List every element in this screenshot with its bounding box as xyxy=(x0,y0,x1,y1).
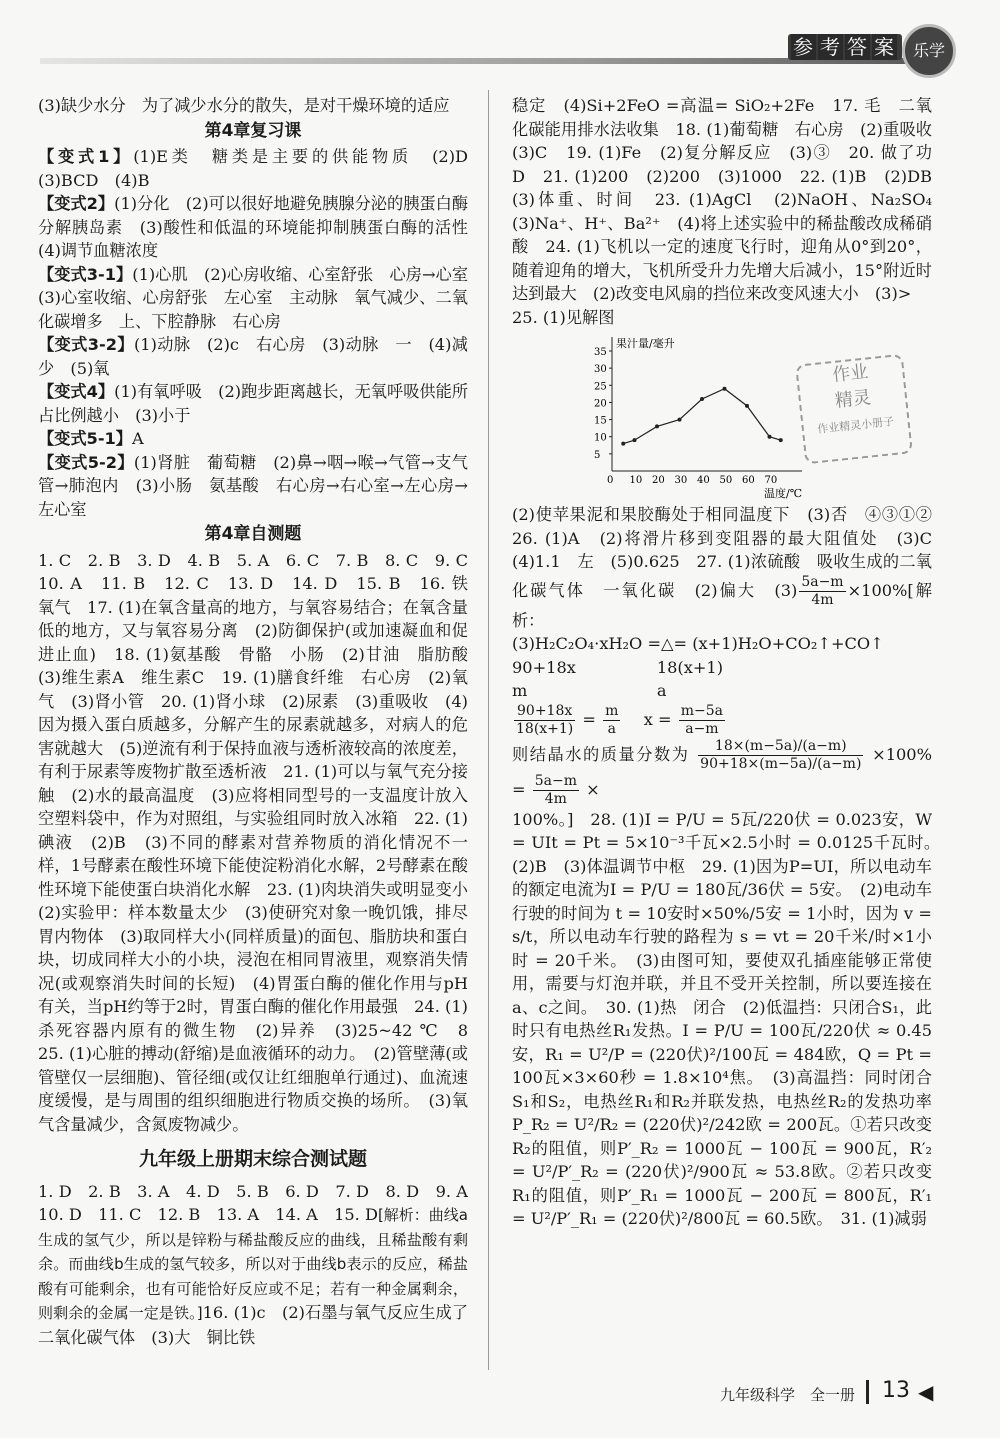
denominator: 90+18×(m−5a)/(a−m) xyxy=(700,755,862,772)
arrow-left-icon: ◀ xyxy=(918,1380,934,1404)
brand-logo: 乐学 xyxy=(902,24,956,78)
x-tick-label: 20 xyxy=(652,475,665,486)
stamp-text: 作业精灵小册子 xyxy=(816,414,895,436)
data-point xyxy=(745,404,749,408)
y-tick-label: 10 xyxy=(594,432,607,444)
x-tick-label: 0 xyxy=(607,475,614,486)
fraction xyxy=(799,574,845,609)
answer-text: (1)有氧呼吸 (2)跑步距离越长，无氧呼吸供能所占比例越小 (3)小于 xyxy=(38,382,469,425)
x-tick-label: 60 xyxy=(742,475,755,486)
x-tick-label: 10 xyxy=(629,475,643,486)
answer-text: 100%。] 28. (1)I = P/U = 5瓦/220伏 = 0.023安，W = UIt = Pt = 5×10⁻³千瓦×2.5小时 = 0.0125千瓦时。 (2)B (3)体温调节中枢 29. (1)因为P=UI，所以电动车的额定电流为I = P/U = 180瓦/36伏 = 5安。 (2)电动车行驶的时间为 t = 10安时×50%/5安 = 1小时，因为 v = s/t，所以电动车行驶的路程为 s = vt = 20千米/时×1小时 = 20千米。 (3)由图可知，要使双孔插座能够正常使用，需要与灯泡并联，并且不受开关控制，所以要连接在a、c之间。 30. (1)热 闭合 (2)低温挡：只闭合S₁，此时只有电热丝R₁发热。I = P/U = 100瓦/220伏 ≈ 0.45安，R₁ = U²/P = (220伏)²/100瓦 = 484欧，Q = Pt = 100瓦×3×60秒 = 1.8×10⁴焦。 (3)高温挡：同时闭合S₁和S₂，电热丝R₁和R₂并联发热，电热丝R₂的发热功率 P_R₂ = U²/R₂ = (220伏)²/242欧 = 200瓦。①若只改变R₂的阻值，则P′_R₂ = 1000瓦 − 100瓦 = 900瓦，R′₂ = U²/P′_R₂ = (220伏)²/900瓦 ≈ 53.8欧。②若只改变R₁的阻值，则P′_R₁ = 1000瓦 − 200瓦 = 800瓦，R′₁ = U²/P′_R₁ = (220伏)²/800瓦 = 60.5欧。 31. (1)减弱 xyxy=(512,809,949,1228)
denominator: a−m xyxy=(685,720,719,737)
answer-text: x = xyxy=(643,709,672,729)
answer-text: ×100% = xyxy=(512,744,932,799)
proportion: $\frac{90+18x}{18(x+1)}$ = $\frac{m}{a}$ x = $\frac{m-5a}{a-m}$ xyxy=(516,702,724,737)
item-key: 【变式3-2】 xyxy=(38,335,134,354)
numerator: 5a−m xyxy=(801,573,844,590)
answer-text: A xyxy=(132,429,144,448)
data-point xyxy=(723,387,727,391)
badge-char: 答 xyxy=(847,35,868,59)
item-key: 【变式4】 xyxy=(38,382,115,401)
answer-text: (1)E类 糖类是主要的供能物质 (2)D (3)BCD (4)B xyxy=(38,147,485,190)
stamp-text: 作业 xyxy=(831,361,870,387)
denominator: a xyxy=(607,720,616,737)
fraction xyxy=(698,738,863,773)
section-heading: 第4章复习课 xyxy=(204,120,302,141)
data-point xyxy=(621,442,625,446)
watermark-stamp xyxy=(795,354,913,465)
left-column xyxy=(38,94,485,1349)
y-tick-label: 5 xyxy=(594,449,601,461)
item-key: 【变式5-1】 xyxy=(38,429,132,448)
x-tick-label: 30 xyxy=(674,475,688,486)
denominator: 4m xyxy=(544,790,567,807)
y-tick-label: 35 xyxy=(594,347,607,358)
answer-text xyxy=(512,503,949,632)
y-tick-label: 25 xyxy=(594,381,607,393)
item-key: 【变式2】 xyxy=(38,194,115,213)
y-tick-label: 20 xyxy=(594,398,607,410)
footer-bar xyxy=(866,1380,869,1404)
juice-chart xyxy=(512,331,812,501)
series-line xyxy=(623,389,781,444)
right-column xyxy=(512,94,949,1231)
answer-text: 稳定 (4)Si+2FeO =高温= SiO₂+2Fe 17. 毛 二氧化碳能用排水法收集 18. (1)葡萄糖 右心房 (2)重吸收 (3)C 19. (1)Fe (2)复分解反应 (3)③ 20. 做了功 D 21. (1)200 (2)200 (3)1000 22. (1)B (2)DB (3)体重、时间 23. (1)AgCl (2)NaOH、Na₂SO₄ (3)Na⁺、H⁺、Ba²⁺ (4)将上述实验中的稀盐酸改成稀硝酸 24. (1)飞机以一定的速度飞行时，迎角从0°到20°，随着迎角的增大，飞机所受升力先增大后减小，15°附近时达到最大 (2)改变电风扇的挡位来改变风速大小 (3)> xyxy=(512,96,949,303)
x-tick-label: 40 xyxy=(697,475,710,486)
answer-text: (1)分化 (2)可以很好地避免胰腺分泌的胰蛋白酶分解胰岛素 (3)酸性和低温的环境能抑制胰蛋白酶的活性 (4)调节血糖浓度 xyxy=(38,194,485,260)
denominator: 4m xyxy=(811,591,834,608)
answer-text: (2)使苹果泥和果胶酶处于相同温度下 (3)否 ④③①② 26. (1)A (2)将滑片移到变阻器的最大阻值处 (3)C (4)1.1 左 (5)0.625 27. (1)浓硫酸 吸收生成的二氧化碳气体 一氧化碳 (2)偏大 (3) xyxy=(512,505,949,600)
fraction xyxy=(603,703,620,738)
item-key: 【变式1】 xyxy=(38,147,134,166)
answer-text: (1)心肌 (2)心房收缩、心室舒张 心房→心室 (3)心室收缩、心房舒张 左心室 主动脉 氧气减少、二氧化碳增多 上、下腔静脉 右心房 xyxy=(38,264,485,331)
numerator: m−5a xyxy=(680,702,724,719)
numerator: m xyxy=(605,702,619,719)
answer-text: ×100%[解析： xyxy=(512,580,932,630)
answer-text: 25. (1)见解图 xyxy=(512,307,615,327)
data-point xyxy=(768,435,772,439)
fraction xyxy=(533,773,579,808)
answer-text: (1)肾脏 葡萄糖 (2)鼻→咽→喉→气管→支气管→肺泡内 (3)小肠 氨基酸 右心房→右心室→左心房→左心室 xyxy=(38,452,468,519)
equation: (3)H₂C₂O₄·xH₂O =△= (x+1)H₂O+CO₂↑+CO↑ xyxy=(512,634,884,653)
data-point xyxy=(655,424,659,428)
analysis-note: [解析：曲线a生成的氢气少，所以是锌粉与稀盐酸反应的曲线，且稀盐酸有剩余。而曲线b生成的氢气较多，所以对于曲线b表示的反应，稀盐酸有可能剩余，也有可能恰好反应或不足；若有一种金属剩余，则剩余的金属一定是铁。] xyxy=(38,1206,468,1322)
footer-label: 九年级科学 全一册 xyxy=(720,1386,856,1404)
x-tick-label: 50 xyxy=(719,475,733,486)
answer-text: 则结晶水的质量分数为 xyxy=(512,744,690,764)
page-number: 13 xyxy=(882,1378,910,1403)
chart-caption xyxy=(632,500,688,501)
fraction xyxy=(514,703,575,738)
numerator: 5a−m xyxy=(534,772,577,789)
badge-char: 案 xyxy=(874,35,895,59)
x-tick-label: 70 xyxy=(764,475,778,486)
answer-text: 1. D 2. B 3. A 4. D 5. B 6. D 7. D 8. D 9. A 10. D 11. C 12. B 13. A 14. A 15. D xyxy=(38,1181,485,1224)
water-fraction xyxy=(512,738,932,808)
x-axis-label: 温度/℃ xyxy=(764,487,803,500)
data-point xyxy=(779,438,783,442)
answer-text: 16. (1)c (2)石墨与氧气反应生成了二氧化碳气体 (3)大 铜比铁 xyxy=(38,1303,468,1347)
item-key: 【变式5-2】 xyxy=(38,452,134,472)
answer-text: (1)动脉 (2)c 右心房 (3)动脉 一 (4)减少 (5)氧 xyxy=(38,335,468,378)
equation-coeffs: 90+18x 18(x+1) xyxy=(512,657,724,677)
badge-char: 考 xyxy=(820,35,841,59)
numerator: 90+18x xyxy=(514,703,575,721)
y-tick-label: 30 xyxy=(594,364,607,376)
section-heading: 第4章自测题 xyxy=(204,524,302,544)
answer-text: 1. C 2. B 3. D 4. B 5. A 6. C 7. B 8. C 9. C 10. A 11. B 12. C 13. D 14. D 15. B 16. 铁 氧气 17. (1)在氧含量高的地方，与氧容易结合；在氧含量低的地方，又与氧容易分离 (2)防御保护(或加速凝血和促进止血) 18. (1)氨基酸 骨骼 小肠 (2)甘油 脂肪酸 (3)维生素A 维生素C 19. (1)膳食纤维 右心房 (2)氧气 (3)肾小管 20. (1)肾小球 (2)尿素 (3)重吸收 (4)因为摄入蛋白质越多，分解产生的尿素就越多，对病人的危害就越大 (5)逆流有利于保持血液与透析液较高的浓度差，有利于尿素等废物扩散至透析液 21. (1)可以与氧气充分接触 (2)水的最高温度 (3)应将相同型号的一支温度计放入空塑料袋中，作为对照组，与实验组同时放入冰箱 22. (1)碘液 (2)B (3)不同的酵素对营养物质的消化情况不一样，1号酵素在酸性环境下能使淀粉消化水解，2号酵素在酸性环境下能使蛋白块消化水解 23. (1)肉块消失或明显变小 (2)实验甲：样本数量太少 (3)使研究对象一晚饥饿，排尽胃内物体 (3)取同样大小(同样质量)的面包、脂肪块和蛋白块，切成同样大小的小块，浸泡在相同胃液里，观察消失情况(或观察消失时间的长短) (4)胃蛋白酶的催化作用与pH有关，当pH约等于2时，胃蛋白酶的催化作用最强 24. (1)杀死容器内原有的微生物 (2)异养 (3)25~42 ℃ 8 25. (1)心脏的搏动(舒缩)是血液循环的动力。 (2)管壁薄(或管壁仅一层细胞)、管径细(或仅让红细胞单行通过)、血流速度缓慢，是与周围的组织细胞进行物质交换的场所。 (3)氧气含量减少，含氮废物减少。 xyxy=(38,550,485,1134)
chart-area xyxy=(512,331,932,501)
exam-heading: 九年级上册期末综合测试题 xyxy=(138,1148,367,1170)
fraction xyxy=(679,703,725,738)
y-axis-label: 果汁量/毫升 xyxy=(616,337,675,350)
equation-coeffs: m a xyxy=(512,681,667,700)
section-badge xyxy=(788,34,902,60)
item-key: 【变式3-1】 xyxy=(38,264,133,284)
badge-char: 参 xyxy=(793,35,814,59)
answer-text: × xyxy=(586,779,600,799)
data-point xyxy=(678,418,682,422)
data-point xyxy=(633,438,637,442)
stamp-text: 精灵 xyxy=(834,387,873,412)
numerator: 18×(m−5a)/(a−m) xyxy=(698,738,863,756)
column-divider xyxy=(488,90,489,1370)
denominator: 18(x+1) xyxy=(516,720,574,737)
answer-text: (3)缺少水分 为了减少水分的散失，是对干燥环境的适应 xyxy=(38,96,450,115)
data-point xyxy=(700,397,704,401)
y-tick-label: 15 xyxy=(594,415,607,427)
